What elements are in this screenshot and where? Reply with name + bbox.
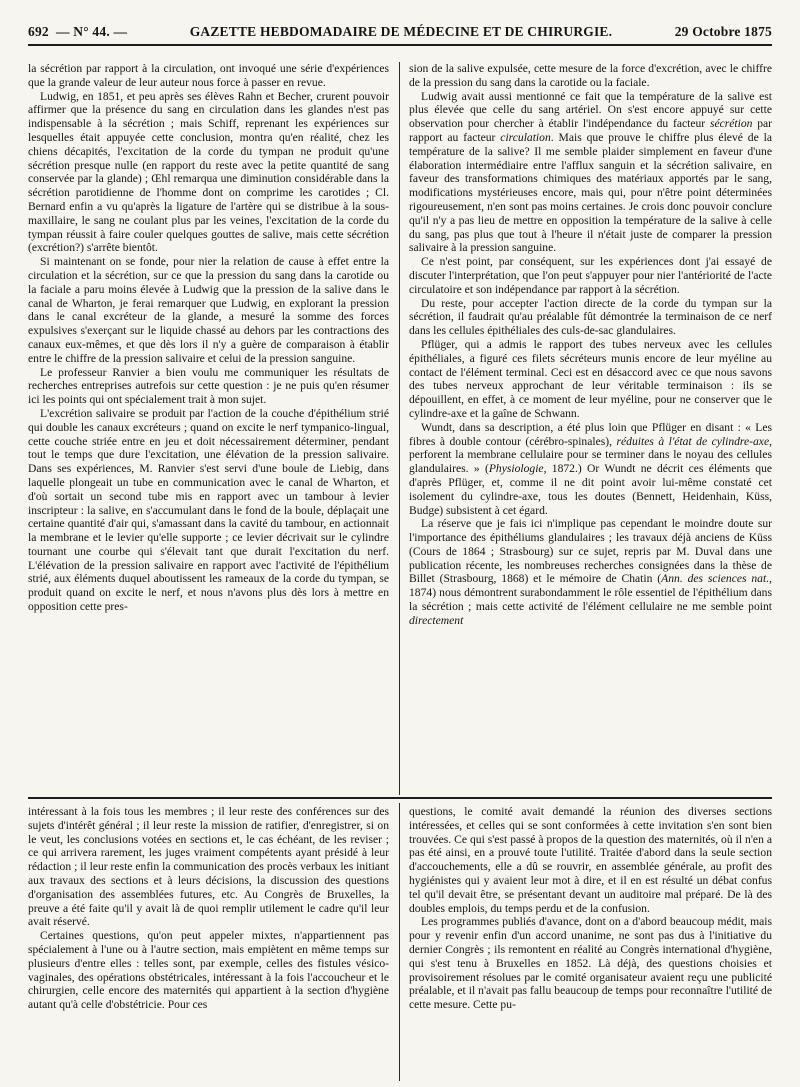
paragraph: Si maintenant on se fonde, pour nier la relation de cause à effet entre la circulation et la sécrétion, sur ce que la pression du sang dans la carotide ou la faciale a paru moins élevée à Ludwig que la pression de la salive dans le canal de Wharton, je ferai remarquer que Ludwig, en explorant la pression dans le canal excréteur de la glande, a mesuré la somme des forces expulsives s'exerçant sur le liquide chassé au dehors par les contractions des canaux eux-mêmes, et que dès lors il n'y a guère de comparaison à établir entre le chiffre de la pression salivaire et celui de la pression sanguine. [28, 255, 389, 365]
paragraph: Pflüger, qui a admis le rapport des tubes nerveux avec les cellules épithéliales, a figuré ces filets sécréteurs munis encore de leur myéline au contact de l'élément terminal. Ceci est en désaccord avec ce que nous savons des tubes nerveux approchant de leur véritable terminaison : ils se dépouillent, en effet, à ce moment de leur myéline, pour ne conserver que le cylindre-axe et la gaîne de Schwann. [409, 337, 772, 420]
paragraph: Les programmes publiés d'avance, dont on a d'abord beaucoup médit, mais pour y revenir enfin d'un accord unanime, ne sont pas dus à l'initiative du dernier Congrès ; ils remontent en réalité au Congrès international d'hygiène, qui s'est tenu à Bruxelles en 1852. Là déjà, des questions choisies et provisoirement résolues par le comité organisateur avaient reçu une publicité préalable, et il n'avait pas fallu beaucoup de temps pour reconnaître l'utilité de cette mesure. Cette pu- [409, 915, 772, 1012]
paragraph: La réserve que je fais ici n'implique pas cependant le moindre doute sur l'importance des épithéliums glandulaires ; les travaux déjà anciens de Küss (Cours de 1864 ; Strasbourg) sur ce sujet, repris par M. Duval dans une publication récente, les nombreuses recherches consignées dans la thèse de Billet (Strasbourg, 1868) et le mémoire de Chatin (Ann. des sciences nat., 1874) nous démontrent surabondamment le rôle essentiel de l'épithélium dans la sécrétion ; mais cette activité de l'élément cellulaire ne me semble point directement [409, 517, 772, 627]
paragraph: Wundt, dans sa description, a été plus loin que Pflüger en disant : « Les fibres à double contour (cérébro-spinales), réduites à l'état de cylindre-axe, perforent la membrane cellulaire pour se terminer dans le noyau des cellules glandulaires. » (Physiologie, 1872.) Or Wundt ne décrit ces éléments que d'après Pflüger, et, comme il ne dit point avoir lui-même constaté cet isolement du cylindre-axe, tous les doutes (Bennett, Heidenhain, Küss, Budge) subsistent à cet égard. [409, 420, 772, 517]
italic-citation: Ann. des sciences nat. [661, 572, 770, 586]
article-column-left [28, 62, 389, 793]
italic-citation: Physiologie [488, 462, 544, 476]
paragraph: Ce n'est point, par conséquent, sur les expériences dont j'ai essayé de discuter l'interprétation, que l'on peut s'appuyer pour nier l'antériorité de l'acte circulatoire et son indépendance par rapport à la sécrétion. [409, 255, 772, 296]
feuilleton-column-left [28, 805, 389, 1080]
italic-term: sécrétion [709, 117, 753, 131]
paragraph: Le professeur Ranvier a bien voulu me communiquer les résultats de recherches entreprises autrefois sur cette question : je ne puis qu'en résumer ici les points qui ont spécialement trait à mon sujet. [28, 365, 389, 407]
issue-date: 29 Octobre 1875 [674, 24, 772, 39]
italic-quote: réduites à l'état de cylindre-axe [616, 434, 770, 448]
header-rule [28, 44, 772, 46]
paragraph: la sécrétion par rapport à la circulation, ont invoqué une série d'expériences que la grande valeur de leur auteur nous force à passer en revue. [28, 62, 389, 89]
section-divider [28, 797, 772, 799]
column-divider-top [399, 62, 400, 795]
paragraph: L'excrétion salivaire se produit par l'action de la couche d'épithélium strié qui double les canaux excréteurs ; quand on excite le nerf tympanico-lingual, cette couche striée entre en jeu et doit nécessairement déterminer, pendant tout le temps que dure l'excitation, une élévation de la pression salivaire. Dans ses expériences, M. Ranvier s'est servi d'une boule de Liebig, dans laquelle plongeait un tube en communication avec le canal de Wharton, et d'où sortait un second tube mis en rapport avec un tambour à levier inscripteur : la salive, en s'accumulant dans le fond de la boule, déplaçait une certaine quantité d'air qui, s'amassant dans la cavité du tambour, en actionnait la membrane et le levier qu'elle supporte ; ce levier décrivait sur le cylindre tournant une courbe qui s'élevait tant que durait l'excitation du nerf. L'élévation de la pression salivaire en rapport avec l'activité de l'épithélium strié, aux éléments duquel aboutissent les rameaux de la corde du tympan, se produit quand on excite le nerf, et nous n'avons plus dès lors à mettre en opposition cette pres- [28, 406, 389, 614]
paragraph: intéressant à la fois tous les membres ; il leur reste des conférences sur des sujets d'intérêt général ; il leur reste la mission de ratifier, d'enregistrer, si on le veut, les conclusions votées en sections et, le cas échéant, de les reviser ; ce qui arrivera rarement, les juges vraiment compétents ayant présidé à leur rédaction ; il leur reste enfin la communication des procès verbaux les initiant aux travaux des sections et à leurs décisions, la discussion des questions d'organisation des assemblées futures, etc. Au Congrès de Bruxelles, la preuve a été faite qu'il y avait là de quoi remplir utilement le cadre qu'il leur avait réservé. [28, 805, 389, 929]
italic-term: directement [409, 613, 464, 627]
column-divider-bottom [399, 803, 400, 1081]
feuilleton-column-right [409, 805, 772, 1080]
italic-term: circulation [500, 130, 551, 144]
paragraph: Ludwig, en 1851, et peu après ses élèves Rahn et Becher, crurent pouvoir affirmer que la présence du sang en circulation dans les glandes n'est pas indispensable à la sécrétion ; mais Schiff, reprenant les expériences sur lesquelles était appuyée cette conclusion, montra qu'en réalité, chez les chiens décapités, l'excitation de la corde du tympan ne produit qu'une sécrétion presque nulle (en rapport du reste avec la petite quantité de sang conservée par la glande) ; Œhl remarqua une diminution considérable dans la sécrétion parotidienne de l'homme dont on comprime les carotides ; Cl. Bernard enfin a vu qu'après la ligature de l'artère qui se distribue à la sous-maxillaire, le sang ne coulant plus par les veines, l'excitation de la corde du tympan réussit à faire couler quelques gouttes de salive, mais cette sécrétion (excrétion?) s'arrête bientôt. [28, 89, 389, 255]
header-left [28, 24, 127, 40]
paragraph: Du reste, pour accepter l'action directe de la corde du tympan sur la sécrétion, il faudrait qu'au préalable fût démontrée la terminaison de ce nerf dans les cellules épithéliales des culs-de-sac glandulaires. [409, 296, 772, 338]
page-header [28, 6, 772, 40]
paragraph: sion de la salive expulsée, cette mesure de la force d'excrétion, avec le chiffre de la pression du sang dans la carotide ou la faciale. [409, 62, 772, 89]
article-column-right [409, 62, 772, 793]
journal-title: GAZETTE HEBDOMADAIRE DE MÉDECINE ET DE CHIRURGIE. [189, 24, 613, 39]
paragraph: Ludwig avait aussi mentionné ce fait que la température de la salive est plus élevée que celle du sang artériel. On s'est encore appuyé sur cette observation pour chercher à établir l'indépendance du facteur sécrétion par rapport au facteur circulation. Mais que prouve le chiffre plus élevé de la température de la salive? Il me semble plaider simplement en faveur d'une élaboration intermédiaire entre l'afflux sanguin et la sécrétion salivaire, en faveur des transformations chimiques des matériaux apportés par le sang, modifications mystérieuses encore, mais qui, pour n'être point déterminées rigoureusement, n'en sont pas moins certaines. Je crois donc pouvoir conclure qu'il n'y a pas lieu de mettre en opposition la température de la salive à celle du sang, pas plus que tout à l'heure il n'était juste de comparer la pression salivaire à la pression sanguine. [409, 89, 772, 255]
paragraph: questions, le comité avait demandé la réunion des diverses sections intéressées, et celles qui se sont conformées à cette invitation s'en sont bien trouvées. Ce qui s'est passé à propos de la question des maternités, où il n'en a pas été ainsi, en a prouvé toute l'utilité. Traitée d'abord dans la seule section d'accouchements, elle a dû se rouvrir, en assemblée générale, au profit des hygiénistes qui y avaient leur mot à dire, et il en est résulté un débat confus tel qu'il devait être, se présentant devant un auditoire mal préparé. De là des doubles emplois, du temps perdu et de la confusion. [409, 805, 772, 915]
paragraph: Certaines questions, qu'on peut appeler mixtes, n'appartiennent pas spécialement à l'une ou à l'autre section, mais empiètent en même temps sur plusieurs d'entre elles : telles sont, par exemple, celles des fistules vésico-vaginales, des opérations obstétricales, intéressant à la fois l'accoucheur et le chirurgien, celle encore des maternités qui appartient à la section d'hygiène autant qu'à celle d'obstétricie. Pour ces [28, 929, 389, 1012]
page-number: 692 [28, 24, 49, 39]
issue-number: — N° 44. — [56, 24, 128, 39]
